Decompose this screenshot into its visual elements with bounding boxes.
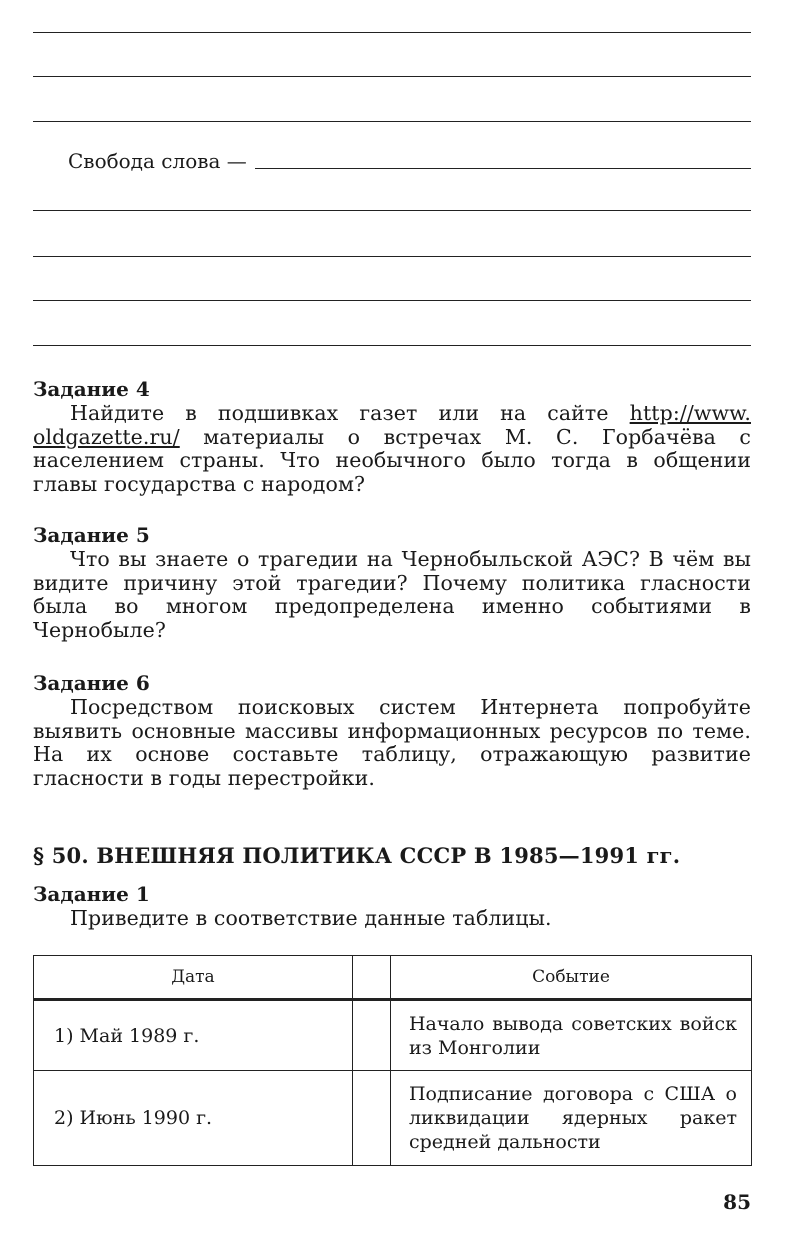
task-1-text: Приведите в соответствие данные таблицы.: [70, 906, 552, 930]
matching-table: [33, 955, 752, 1166]
date-cell: 2) Июнь 1990 г.: [34, 1071, 353, 1166]
task-6: [33, 671, 751, 790]
answer-cell[interactable]: [352, 1071, 390, 1166]
answer-line: [33, 121, 751, 122]
date-column-header: Дата: [34, 956, 353, 1000]
table-row: [34, 1071, 752, 1166]
answer-column-header: [352, 956, 390, 1000]
task-4-text: [33, 402, 751, 496]
task-6-text: Посредством поисковых систем Интернета попробуйте выявить основные массивы информационных ресурсов по теме. На их основе составьте таблицу, отражающую развитие гласности в годы перестройки.: [33, 695, 751, 790]
section-heading: § 50. ВНЕШНЯЯ ПОЛИТИКА СССР В 1985—1991 гг.: [33, 843, 681, 868]
task-6-title: Задание 6: [33, 671, 150, 695]
task-4-title: Задание 4: [33, 377, 150, 401]
table-row: [34, 1000, 752, 1071]
task-5: [33, 523, 751, 642]
page-number: 85: [723, 1190, 751, 1214]
task-1-title: Задание 1: [33, 882, 150, 906]
event-cell: Начало вывода советских войск из Монголии: [390, 1000, 751, 1071]
answer-line: [255, 168, 751, 169]
event-cell: Подписание договора с США о ликвидации ядерных ракет средней дальности: [390, 1071, 751, 1166]
table-header-row: [34, 956, 752, 1000]
answer-cell[interactable]: [352, 1000, 390, 1071]
answer-line: [33, 76, 751, 77]
event-column-header: Событие: [390, 956, 751, 1000]
task-1: [33, 882, 751, 931]
task-5-text: Что вы знаете о трагедии на Чернобыльской АЭС? В чём вы видите причину этой трагедии? Почему политика гласности была во многом предопределена именно событиями в Чернобыле?: [33, 547, 751, 642]
answer-line: [33, 256, 751, 257]
answer-line: [33, 32, 751, 33]
answer-line: [33, 210, 751, 211]
oldgazette-link[interactable]: http://www. oldgazette.ru/: [33, 401, 751, 449]
task-4-text-start: Найдите в подшивках газет или на сайте: [70, 401, 630, 425]
task-5-title: Задание 5: [33, 523, 150, 547]
answer-line: [33, 300, 751, 301]
answer-line: [33, 345, 751, 346]
date-cell: 1) Май 1989 г.: [34, 1000, 353, 1071]
freedom-of-speech-row: [68, 147, 751, 175]
task-4-text-end: материалы о встречах М. С. Горбачёва с населением страны. Что необычного было тогда в общении главы государства с народом?: [33, 424, 751, 496]
freedom-of-speech-label: Свобода слова —: [68, 149, 247, 173]
task-4: [33, 377, 751, 496]
